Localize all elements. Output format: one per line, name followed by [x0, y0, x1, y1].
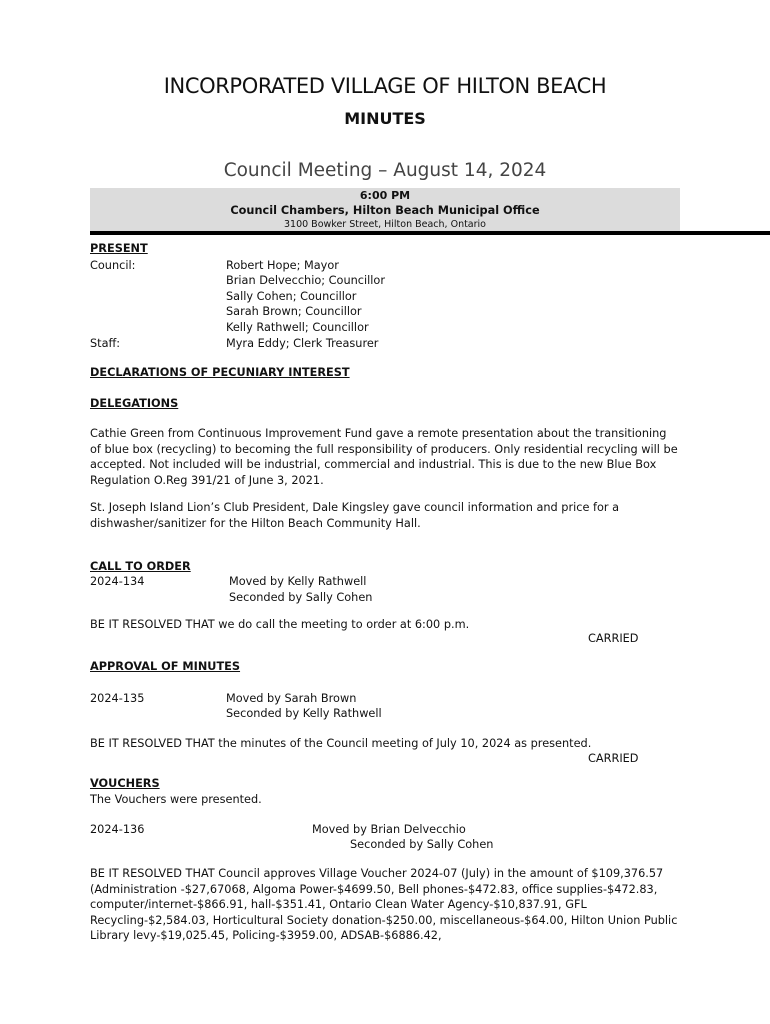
declarations-heading: DECLARATIONS OF PECUNIARY INTEREST [90, 366, 350, 379]
vouchers-intro: The Vouchers were presented. [90, 793, 262, 806]
resolution-text: BE IT RESOLVED THAT the minutes of the Council meeting of July 10, 2024 as presented. [90, 737, 592, 750]
council-member: Sally Cohen; Councillor [226, 290, 357, 303]
staff-member: Myra Eddy; Clerk Treasurer [226, 337, 379, 350]
meeting-time: 6:00 PM [359, 189, 411, 202]
carried-status: CARRIED [588, 752, 639, 765]
meeting-title: Council Meeting – August 14, 2024 [223, 160, 547, 181]
header-divider [90, 231, 770, 235]
document-subtitle: MINUTES [344, 109, 426, 128]
seconded-by: Seconded by Sally Cohen [350, 838, 494, 851]
staff-label: Staff: [90, 337, 121, 350]
delegation-paragraph: St. Joseph Island Lion’s Club President, Dale Kingsley gave council information and price for a dishwasher/sanitizer for the Hilton Beach Community Hall. [90, 501, 620, 530]
seconded-by: Seconded by Kelly Rathwell [226, 707, 382, 720]
seconded-by: Seconded by Sally Cohen [229, 591, 373, 604]
council-member: Kelly Rathwell; Councillor [226, 321, 369, 334]
moved-by: Moved by Brian Delvecchio [312, 823, 466, 836]
resolution-text: BE IT RESOLVED THAT we do call the meeting to order at 6:00 p.m. [90, 618, 470, 631]
council-label: Council: [90, 259, 136, 272]
moved-by: Moved by Sarah Brown [226, 692, 357, 705]
delegations-heading: DELEGATIONS [90, 397, 179, 410]
vouchers-heading: VOUCHERS [90, 777, 160, 790]
present-heading: PRESENT [90, 242, 148, 255]
resolution-number: 2024-136 [90, 823, 145, 836]
call-to-order-heading: CALL TO ORDER [90, 560, 191, 573]
council-member: Brian Delvecchio; Councillor [226, 274, 385, 287]
carried-status: CARRIED [588, 632, 639, 645]
meeting-info-band [90, 188, 680, 231]
moved-by: Moved by Kelly Rathwell [229, 575, 367, 588]
council-member: Robert Hope; Mayor [226, 259, 339, 272]
resolution-text: BE IT RESOLVED THAT Council approves Village Voucher 2024-07 (July) in the amount of $109,376.57 (Administration -$27,67068, Algoma Power-$4699.50, Bell phones-$472.83, office supplies-$472.83, computer/internet-$866.91, hall-$351.41, Ontario Clean Water Agency-$10,837.91, GFL Recycling-$2,584.03, Horticultural Society donation-$250.00, miscellaneous-$64.00, Hilton Union Public Library levy-$19,025.45, Policing-$3959.00, ADSAB-$6886.42, [90, 867, 678, 942]
meeting-location: Council Chambers, Hilton Beach Municipal Office [230, 204, 540, 217]
delegation-paragraph: Cathie Green from Continuous Improvement Fund gave a remote presentation about the transitioning of blue box (recycling) to becoming the full responsibility of producers. Only residential recycling will be accepted. Not included will be industrial, commercial and industrial. This is due to the new Blue Box Regulation O.Reg 391/21 of June 3, 2021. [90, 427, 678, 487]
meeting-address: 3100 Bowker Street, Hilton Beach, Ontario [283, 219, 486, 230]
approval-heading: APPROVAL OF MINUTES [90, 660, 241, 673]
document-title: INCORPORATED VILLAGE OF HILTON BEACH [163, 74, 607, 98]
resolution-number: 2024-135 [90, 692, 145, 705]
resolution-number: 2024-134 [90, 575, 145, 588]
council-member: Sarah Brown; Councillor [226, 305, 362, 318]
